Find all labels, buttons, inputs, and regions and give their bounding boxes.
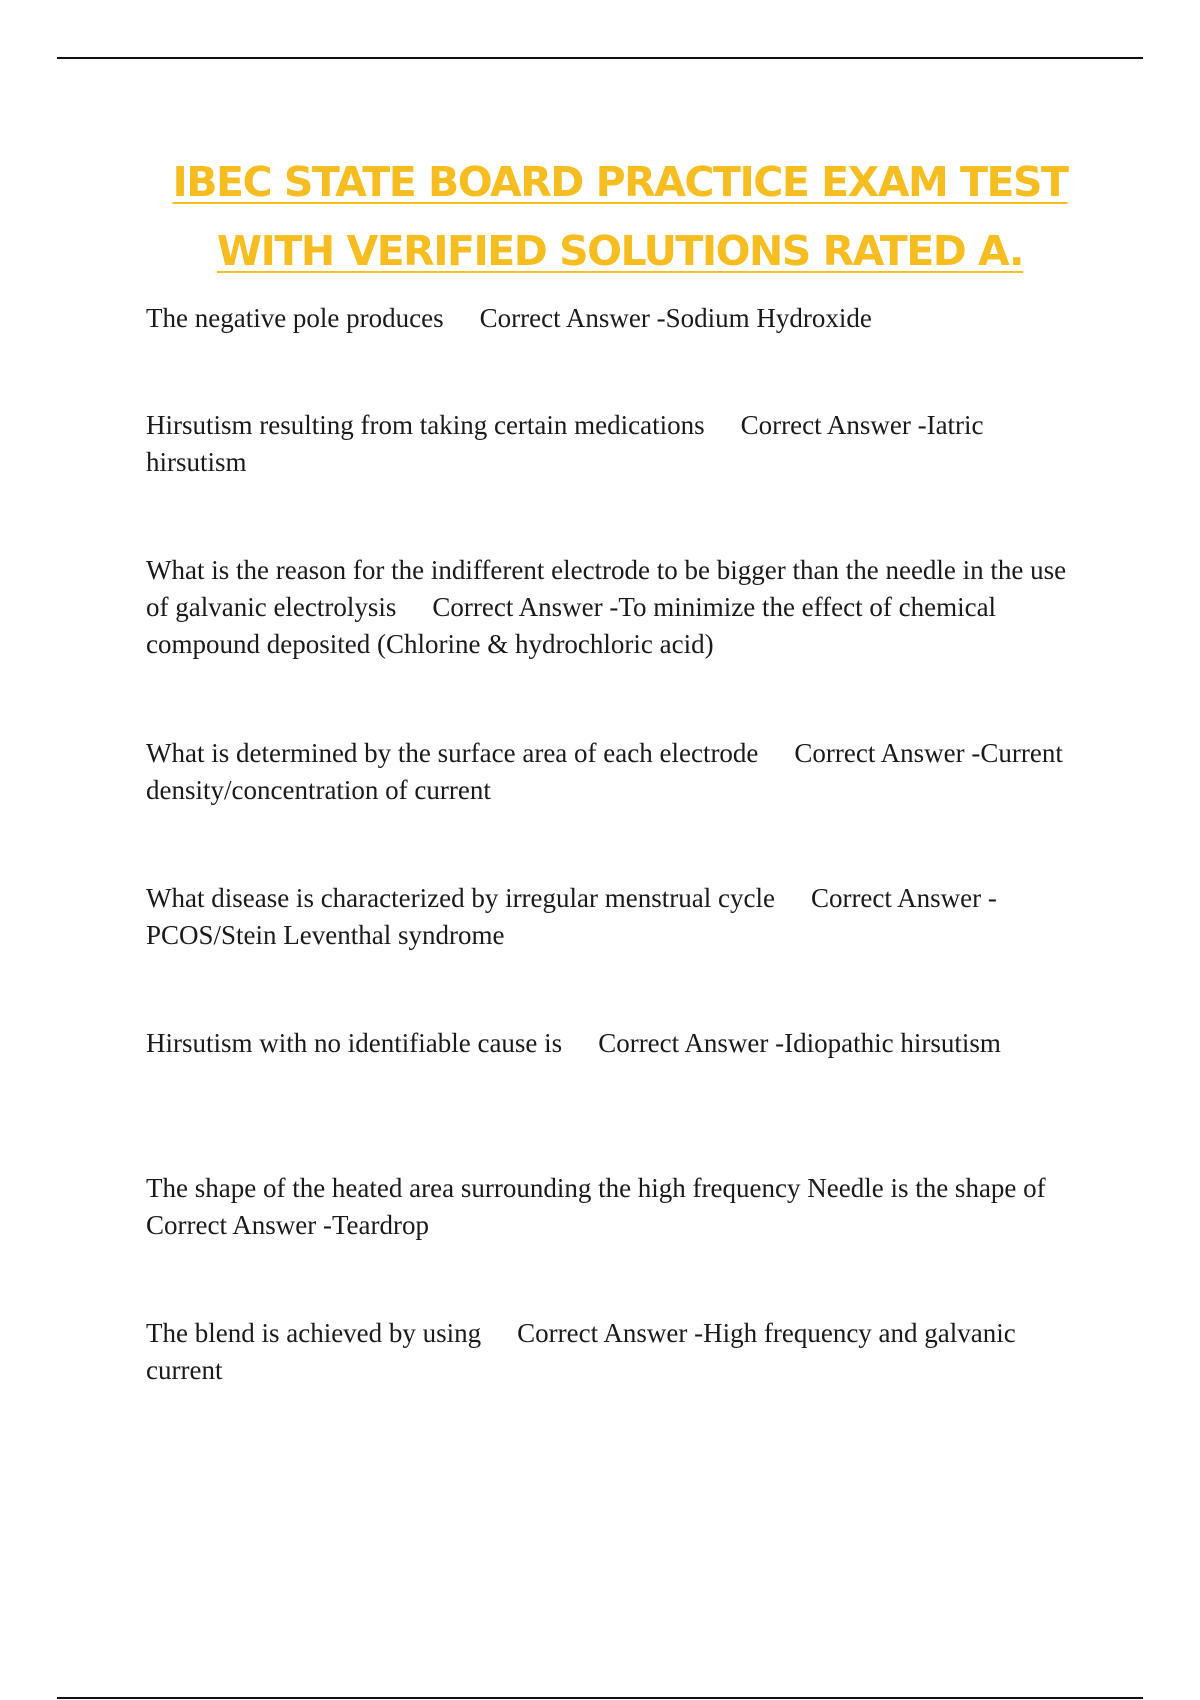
qa-item [146, 735, 1086, 809]
title-line-text: WITH VERIFIED SOLUTIONS RATED A. [216, 227, 1024, 275]
answer-text: Correct Answer -High frequency and galvanic current [146, 1318, 1016, 1385]
question-text: Hirsutism resulting from taking certain medications [146, 410, 705, 440]
qa-item [146, 407, 1086, 481]
answer-text: Correct Answer -To minimize the effect of chemical compound deposited (Chlorine & hydrochloric acid) [146, 592, 997, 659]
answer-text: Correct Answer -PCOS/Stein Leventhal syndrome [146, 883, 997, 950]
answer-text: Correct Answer -Sodium Hydroxide [479, 303, 872, 333]
answer-text: Correct Answer -Idiopathic hirsutism [598, 1028, 1001, 1058]
question-text: The negative pole produces [146, 303, 444, 333]
question-text: The blend is achieved by using [146, 1318, 482, 1348]
title-line [80, 217, 1160, 286]
question-text: What is the reason for the indifferent electrode to be bigger than the needle in the use of galvanic electrolysis [146, 555, 1067, 622]
question-text: Hirsutism with no identifiable cause is [146, 1028, 563, 1058]
qa-item [146, 1025, 1086, 1062]
header-rule [57, 57, 1143, 59]
qa-item [146, 300, 1086, 337]
title-line-text: IBEC STATE BOARD PRACTICE EXAM TEST [172, 158, 1068, 206]
qa-item [146, 1315, 1086, 1389]
qa-item [146, 552, 1086, 663]
footer-rule [57, 1697, 1143, 1699]
question-text: What disease is characterized by irregular menstrual cycle [146, 883, 775, 913]
answer-text: Correct Answer -Current density/concentration of current [146, 738, 1063, 805]
question-text: The shape of the heated area surrounding the high frequency Needle is the shape of [146, 1173, 1046, 1203]
qa-item [146, 1170, 1086, 1244]
qa-item [146, 880, 1086, 954]
page-title [80, 148, 1160, 286]
answer-text: Correct Answer -Teardrop [146, 1210, 429, 1240]
answer-text: Correct Answer -Iatric hirsutism [146, 410, 984, 477]
title-line [80, 148, 1160, 217]
question-text: What is determined by the surface area of each electrode [146, 738, 759, 768]
